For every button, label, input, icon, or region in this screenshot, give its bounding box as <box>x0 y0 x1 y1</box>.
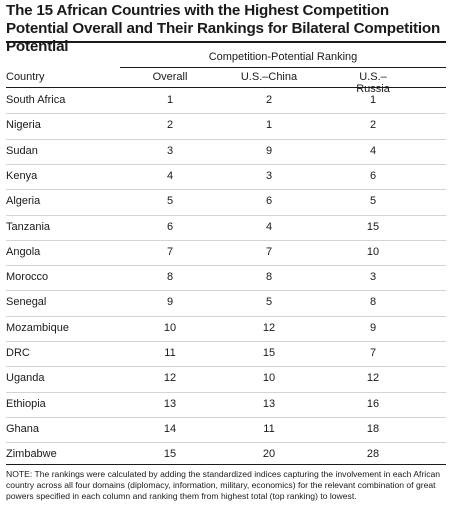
table-row <box>6 189 446 214</box>
group-header-rule <box>120 67 446 68</box>
us-russia-rank-cell: 5 <box>369 195 377 208</box>
top-rule <box>6 41 446 43</box>
overall-rank-cell: 7 <box>166 245 174 258</box>
overall-rank-cell: 15 <box>163 448 177 461</box>
table-row <box>6 113 446 138</box>
column-header-overall: Overall <box>152 71 188 83</box>
us-russia-rank-cell: 8 <box>369 296 377 309</box>
column-header-us-china: U.S.–China <box>240 71 298 83</box>
table-row <box>6 366 446 391</box>
country-cell: Uganda <box>6 372 45 385</box>
table-row <box>6 164 446 189</box>
us-russia-rank-cell: 6 <box>369 169 377 182</box>
us-china-rank-cell: 6 <box>265 195 273 208</box>
overall-rank-cell: 13 <box>163 397 177 410</box>
overall-rank-cell: 4 <box>166 169 174 182</box>
overall-rank-cell: 5 <box>166 195 174 208</box>
country-cell: Angola <box>6 245 41 258</box>
us-russia-rank-cell: 18 <box>366 422 380 435</box>
us-china-rank-cell: 7 <box>265 245 273 258</box>
group-header: Competition-Potential Ranking <box>208 51 358 63</box>
us-russia-rank-cell: 12 <box>366 372 380 385</box>
table-row <box>6 265 446 290</box>
overall-rank-cell: 9 <box>166 296 174 309</box>
table-row <box>6 240 446 265</box>
overall-rank-cell: 6 <box>166 220 174 233</box>
table-row <box>6 139 446 164</box>
table-title: The 15 African Countries with the Highest Competition Potential Overall and Their Rankings for Bilateral Competition Potential <box>6 2 441 55</box>
us-china-rank-cell: 5 <box>265 296 273 309</box>
overall-rank-cell: 1 <box>166 94 174 106</box>
country-cell: Kenya <box>6 169 38 182</box>
us-russia-rank-cell: 28 <box>366 448 380 461</box>
country-cell: DRC <box>6 347 30 359</box>
table-row <box>6 417 446 442</box>
country-cell: Algeria <box>6 195 41 208</box>
us-russia-rank-cell: 1 <box>369 94 377 106</box>
overall-rank-cell: 10 <box>163 321 177 334</box>
us-russia-rank-cell: 16 <box>366 397 380 410</box>
us-china-rank-cell: 4 <box>265 220 273 233</box>
us-china-rank-cell: 10 <box>262 372 276 385</box>
table-note: NOTE: The rankings were calculated by adding the standardized indices capturing the involvement in each African country across all four domains (diplomacy, information, military, economics) for the relevant combination of great powers specified in each column and ranking them from highest total (top ranking) to lowest. <box>6 469 441 502</box>
country-cell: Nigeria <box>6 119 41 132</box>
us-russia-rank-cell: 3 <box>369 271 377 284</box>
country-cell: Tanzania <box>6 220 51 233</box>
column-header-country: Country <box>6 71 45 83</box>
us-china-rank-cell: 12 <box>262 321 276 334</box>
country-cell: Mozambique <box>6 321 69 334</box>
country-cell: Ghana <box>6 422 40 435</box>
us-russia-rank-cell: 9 <box>369 321 377 334</box>
table-row <box>6 215 446 240</box>
us-china-rank-cell: 11 <box>263 422 275 435</box>
us-russia-rank-cell: 10 <box>366 245 380 258</box>
overall-rank-cell: 14 <box>163 422 177 435</box>
table-row <box>6 316 446 341</box>
overall-rank-cell: 3 <box>166 144 174 157</box>
us-russia-rank-cell: 4 <box>369 144 377 157</box>
overall-rank-cell: 12 <box>163 372 177 385</box>
us-russia-rank-cell: 2 <box>369 119 377 132</box>
overall-rank-cell: 2 <box>166 119 174 132</box>
us-russia-rank-cell: 7 <box>369 347 377 359</box>
us-china-rank-cell: 3 <box>265 169 273 182</box>
us-china-rank-cell: 13 <box>262 397 276 410</box>
country-cell: Ethiopia <box>6 397 46 410</box>
table-row <box>6 341 446 366</box>
us-china-rank-cell: 9 <box>265 144 273 157</box>
bottom-rule <box>6 464 446 465</box>
us-china-rank-cell: 20 <box>262 448 276 461</box>
country-cell: Sudan <box>6 144 38 157</box>
overall-rank-cell: 11 <box>164 347 176 359</box>
overall-rank-cell: 8 <box>166 271 174 284</box>
table-row <box>6 88 446 113</box>
us-china-rank-cell: 15 <box>262 347 276 359</box>
country-cell: Morocco <box>6 271 49 284</box>
country-cell: Senegal <box>6 296 47 309</box>
country-cell: Zimbabwe <box>6 448 57 461</box>
us-russia-rank-cell: 15 <box>366 220 380 233</box>
country-cell: South Africa <box>6 94 66 106</box>
us-china-rank-cell: 8 <box>265 271 273 284</box>
table-row <box>6 290 446 315</box>
us-china-rank-cell: 2 <box>265 94 273 106</box>
column-header-us-russia: U.S.–Russia <box>356 71 390 95</box>
table-row <box>6 392 446 417</box>
us-china-rank-cell: 1 <box>265 119 273 132</box>
